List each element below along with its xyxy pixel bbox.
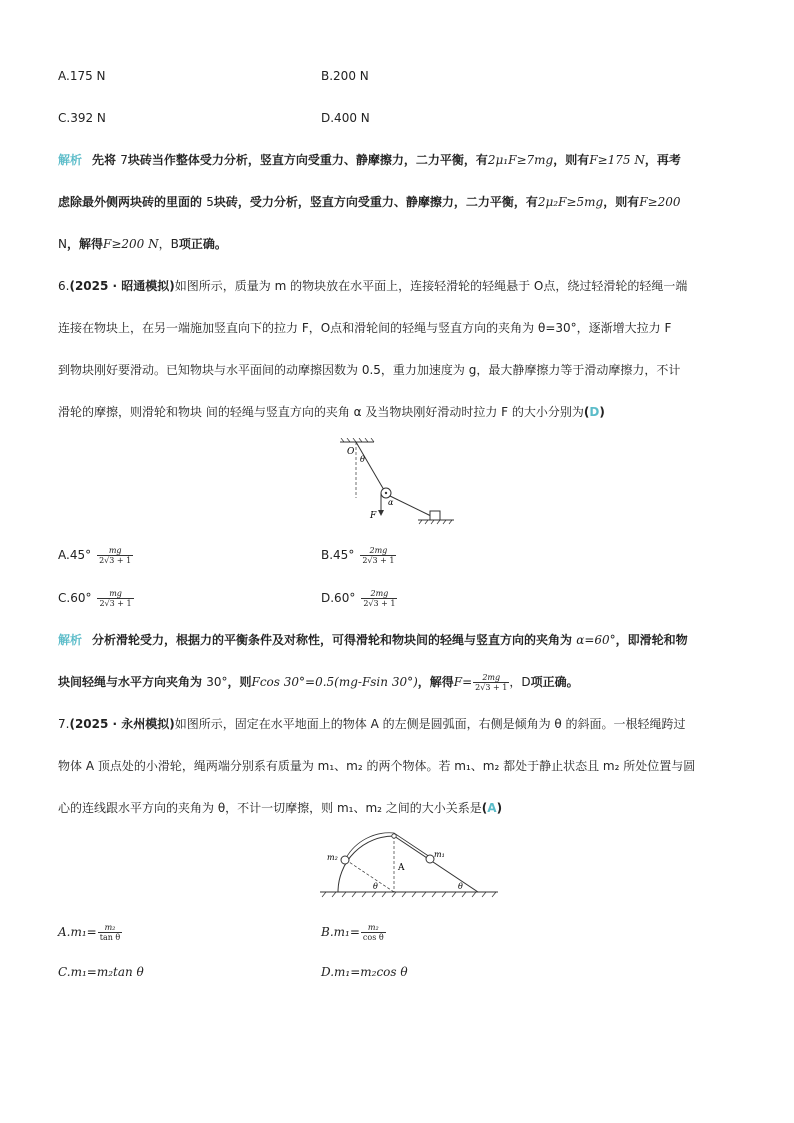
question-number: 7. <box>58 717 70 731</box>
label-o: O <box>347 447 355 457</box>
q6-analysis-line-2: 块间轻绳与水平方向夹角为 30°，则Fcos 30°=0.5(mg-Fsin 30°)，解得F= $\frac{2mg}{2√3 + 1}$ ，D项正确。 <box>58 673 579 692</box>
q6-stem-line-2: 连接在物块上，在另一端施加竖直向下的拉力 F，O点和滑轮间的轻绳与竖直方向的夹角为 θ=30°，逐渐增大拉力 F <box>58 321 672 335</box>
ceiling-hatch <box>341 438 374 442</box>
q7-incline-arc-diagram <box>318 826 500 900</box>
label-alpha: α <box>388 498 394 507</box>
label-m2: m₂ <box>327 853 338 862</box>
q5-analysis-line-1: 解析 先将 7块砖当作整体受力分析，竖直方向受重力、静摩擦力，二力平衡，有2μ₁F≥7mg，则有F≥175 N，再考 <box>58 153 681 167</box>
q6-stem-line-3: 到物块刚好要滑动。已知物块与水平面间的动摩擦因数为 0.5，重力加速度为 g，最大静摩擦力等于滑动摩擦力，不计 <box>58 363 681 377</box>
analysis-tag: 解析 <box>58 153 83 167</box>
q7-option-d[interactable]: D.m₁=m₂cos θ <box>321 965 408 979</box>
radius-dashed-line <box>346 860 394 892</box>
label-f: F <box>370 511 377 521</box>
force-arrow-icon <box>378 510 384 516</box>
answer-mark: D <box>589 405 600 419</box>
q7-option-a[interactable]: A.m₁= $\frac{\text{m₂}}{\text{tan θ}}$ <box>58 923 121 942</box>
question-source: (2025 · 永州模拟) <box>69 717 175 731</box>
label-theta-right: θ <box>458 882 463 891</box>
label-a: A <box>398 863 405 873</box>
block-icon <box>430 511 440 520</box>
q6-analysis-line-1: 解析 分析滑轮受力，根据力的平衡条件及对称性，可得滑轮和物块间的轻绳与竖直方向的夹角为 α=60°，即滑轮和物 <box>58 633 688 647</box>
q7-option-c[interactable]: C.m₁=m₂tan θ <box>58 965 144 979</box>
q5-option-d[interactable]: D.400 N <box>321 111 370 125</box>
q5-option-c[interactable]: C.392 N <box>58 111 106 125</box>
ground-hatch <box>322 892 496 897</box>
question-number: 6. <box>58 279 70 293</box>
rope-to-ceiling <box>356 442 384 490</box>
q6-option-a[interactable]: A.45° $\frac{mg}{2√3 + 1}$ <box>58 546 132 565</box>
rope-to-block <box>390 496 431 516</box>
q5-option-a[interactable]: A.175 N <box>58 69 106 83</box>
label-theta-left: θ <box>373 882 378 891</box>
ball-m2-icon <box>341 856 349 864</box>
q7-stem-line-1: 7.(2025 · 永州模拟)如图所示，固定在水平地面上的物体 A 的左侧是圆弧面，右侧是倾角为 θ 的斜面。一根轻绳跨过 <box>58 717 686 731</box>
q6-stem-line-4: 滑轮的摩擦，则滑轮和物块 间的轻绳与竖直方向的夹角 α 及当物块刚好滑动时拉力 F 的大小分别为(D) <box>58 405 605 419</box>
q7-stem-line-2: 物体 A 顶点处的小滑轮，绳两端分别系有质量为 m₁、m₂ 的两个物体。若 m₁、m₂ 都处于静止状态且 m₂ 所处位置与圆 <box>58 759 696 773</box>
ground-hatch <box>419 520 452 524</box>
question-source: (2025 · 昭通模拟) <box>69 279 175 293</box>
label-theta: θ <box>360 455 365 464</box>
body-a-outline <box>338 836 478 892</box>
q5-analysis-line-2: 虑除最外侧两块砖的里面的 5块砖，受力分析，竖直方向受重力、静摩擦力，二力平衡，有2μ₂F≥5mg，则有F≥200 <box>58 195 681 209</box>
analysis-tag: 解析 <box>58 633 83 647</box>
q6-option-b[interactable]: B.45° $\frac{2mg}{2√3 + 1}$ <box>321 546 395 565</box>
q6-option-d[interactable]: D.60° $\frac{2mg}{2√3 + 1}$ <box>321 589 396 608</box>
answer-mark: A <box>487 801 497 815</box>
q7-option-b[interactable]: B.m₁= $\frac{\text{m₂}}{\text{cos θ}}$ <box>321 923 384 942</box>
q6-stem-line-1: 6.(2025 · 昭通模拟)如图所示，质量为 m 的物块放在水平面上，连接轻滑轮的轻绳悬于 O点，绕过轻滑轮的轻绳一端 <box>58 279 688 293</box>
q5-option-b[interactable]: B.200 N <box>321 69 369 83</box>
q6-pulley-diagram <box>336 438 466 526</box>
label-m1: m₁ <box>434 850 445 859</box>
ball-m1-icon <box>426 855 434 863</box>
q5-analysis-line-3: N，解得F≥200 N，B项正确。 <box>58 237 227 251</box>
q7-stem-line-3: 心的连线跟水平方向的夹角为 θ，不计一切摩擦，则 m₁、m₂ 之间的大小关系是(A) <box>58 801 503 815</box>
q6-option-c[interactable]: C.60° $\frac{mg}{2√3 + 1}$ <box>58 589 132 608</box>
